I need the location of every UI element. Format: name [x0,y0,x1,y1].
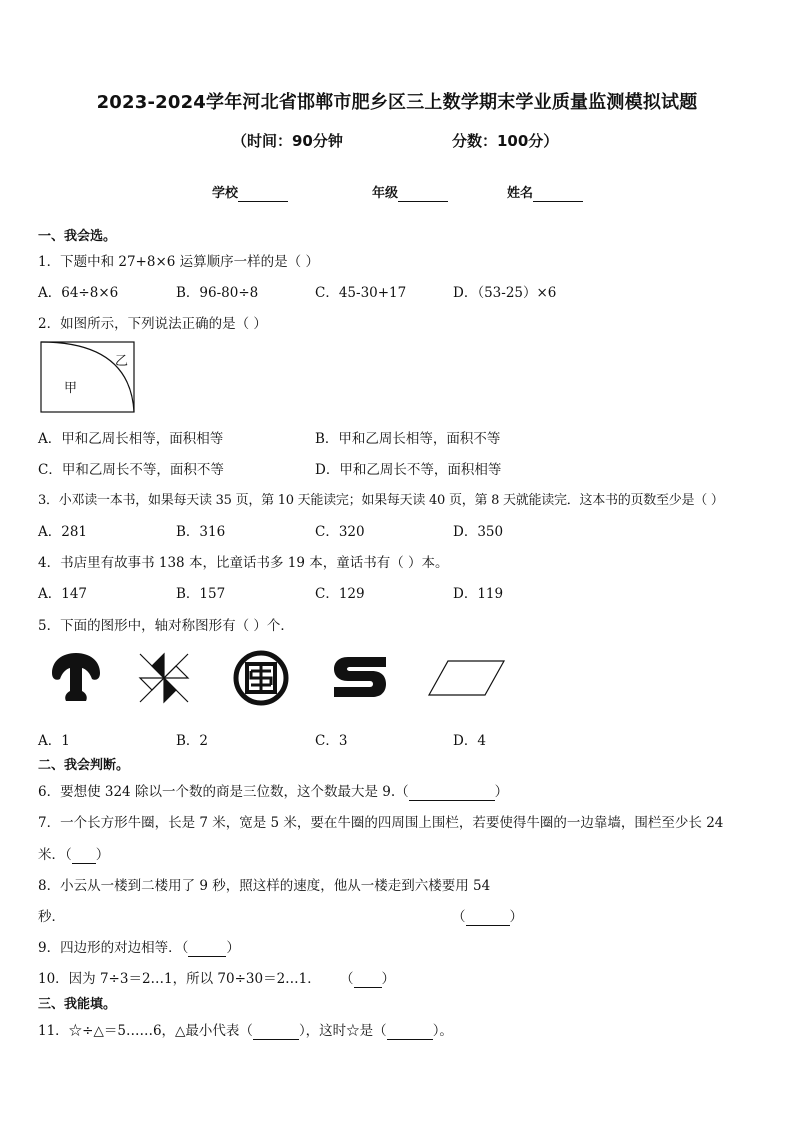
question-5: 5．下面的图形中，轴对称图形有（ ）个． [38,618,294,634]
q1-option-b[interactable]: B．96-80÷8 [176,285,259,301]
section-heading-fill: 三、我能填。 [38,997,117,1012]
q4-option-c[interactable]: C．129 [315,586,365,602]
question-11: 11．☆÷△＝5……6，△最小代表（ ），这时☆是（ ）。 [38,1023,453,1039]
q9-answer-blank[interactable] [188,940,226,957]
question-4: 4．书店里有故事书 138 本，比童话书多 19 本，童话书有（ ）本。 [38,555,449,571]
q3-option-b[interactable]: B．316 [176,524,226,540]
q1-option-d[interactable]: D．（53-25）×6 [453,285,557,301]
question-8: 8．小云从一楼到二楼用了 9 秒，照这样的速度，他从一楼走到六楼要用 54 [38,878,491,894]
question-3: 3．小邓读一本书，如果每天读 35 页，第 10 天能读完；如果每天读 40 页，第 8 天就能读完．这本书的页数至少是（ ） [38,493,724,508]
q10-answer: （ ） [340,971,395,987]
exam-time: （时间：90分钟 [232,132,343,150]
q5-option-d[interactable]: D．4 [453,733,486,749]
q2-option-d[interactable]: D．甲和乙周长不等，面积相等 [315,462,502,478]
q3-option-c[interactable]: C．320 [315,524,365,540]
q10-answer-blank[interactable] [354,971,382,988]
section-heading-judge: 二、我会判断。 [38,758,130,773]
q5-option-a[interactable]: A．1 [38,733,70,749]
question-2: 2．如图所示，下列说法正确的是（ ） [38,316,267,332]
parallelogram-figure [428,660,506,696]
q2-option-b[interactable]: B．甲和乙周长相等，面积不等 [315,431,501,447]
section-heading-choose: 一、我会选。 [38,229,117,244]
question-7-cont: 米．（ ） [38,847,110,863]
question-8-cont: 秒． [38,909,65,925]
grade-blank[interactable] [398,186,448,202]
bank-logo-figure [233,650,289,706]
q3-option-d[interactable]: D．350 [453,524,504,540]
q1-option-a[interactable]: A．64÷8×6 [38,285,119,301]
question-6: 6．要想使 324 除以一个数的商是三位数，这个数最大是 9.（ ） [38,784,509,800]
school-field [212,182,288,202]
name-field [507,182,583,202]
school-blank[interactable] [238,186,288,202]
q4-option-b[interactable]: B．157 [176,586,226,602]
s-logo-figure [332,655,388,699]
question-9: 9．四边形的对边相等．（ ） [38,940,240,956]
anchor-logo-figure [50,651,102,703]
q7-answer-blank[interactable] [72,847,96,864]
question-1: 1．下题中和 27+8×6 运算顺序一样的是（ ） [38,254,319,270]
grade-label: 年级 [372,186,399,201]
q2-option-c[interactable]: C．甲和乙周长不等，面积不等 [38,462,224,478]
q8-answer-blank[interactable] [466,909,510,926]
q2-option-a[interactable]: A．甲和乙周长相等，面积相等 [38,431,224,447]
exam-score: 分数：100分） [452,132,559,150]
name-blank[interactable] [533,186,583,202]
q11-answer-blank-1[interactable] [253,1023,299,1040]
pinwheel-figure [136,650,192,706]
name-label: 姓名 [507,186,534,201]
school-label: 学校 [212,186,239,201]
q5-option-c[interactable]: C．3 [315,733,348,749]
grade-field [372,182,448,202]
q11-answer-blank-2[interactable] [387,1023,433,1040]
q4-option-a[interactable]: A．147 [38,586,88,602]
q1-option-c[interactable]: C．45-30+17 [315,285,407,301]
q6-answer-blank[interactable] [409,784,495,801]
figure-label-jia: 甲 [64,381,78,396]
question-10: 10．因为 7÷3＝2…1，所以 70÷30＝2…1． [38,971,321,987]
question-7: 7．一个长方形牛圈，长是 7 米，宽是 5 米，要在牛圈的四周围上围栏，若要使得牛圈的一边靠墙，围栏至少长 24 [38,815,724,831]
page-title: 2023-2024学年河北省邯郸市肥乡区三上数学期末学业质量监测模拟试题 [96,92,698,113]
q4-option-d[interactable]: D．119 [453,586,504,602]
q5-option-b[interactable]: B．2 [176,733,209,749]
q8-answer: （ ） [452,909,523,925]
q3-option-a[interactable]: A．281 [38,524,88,540]
figure-label-yi: 乙 [115,354,129,369]
